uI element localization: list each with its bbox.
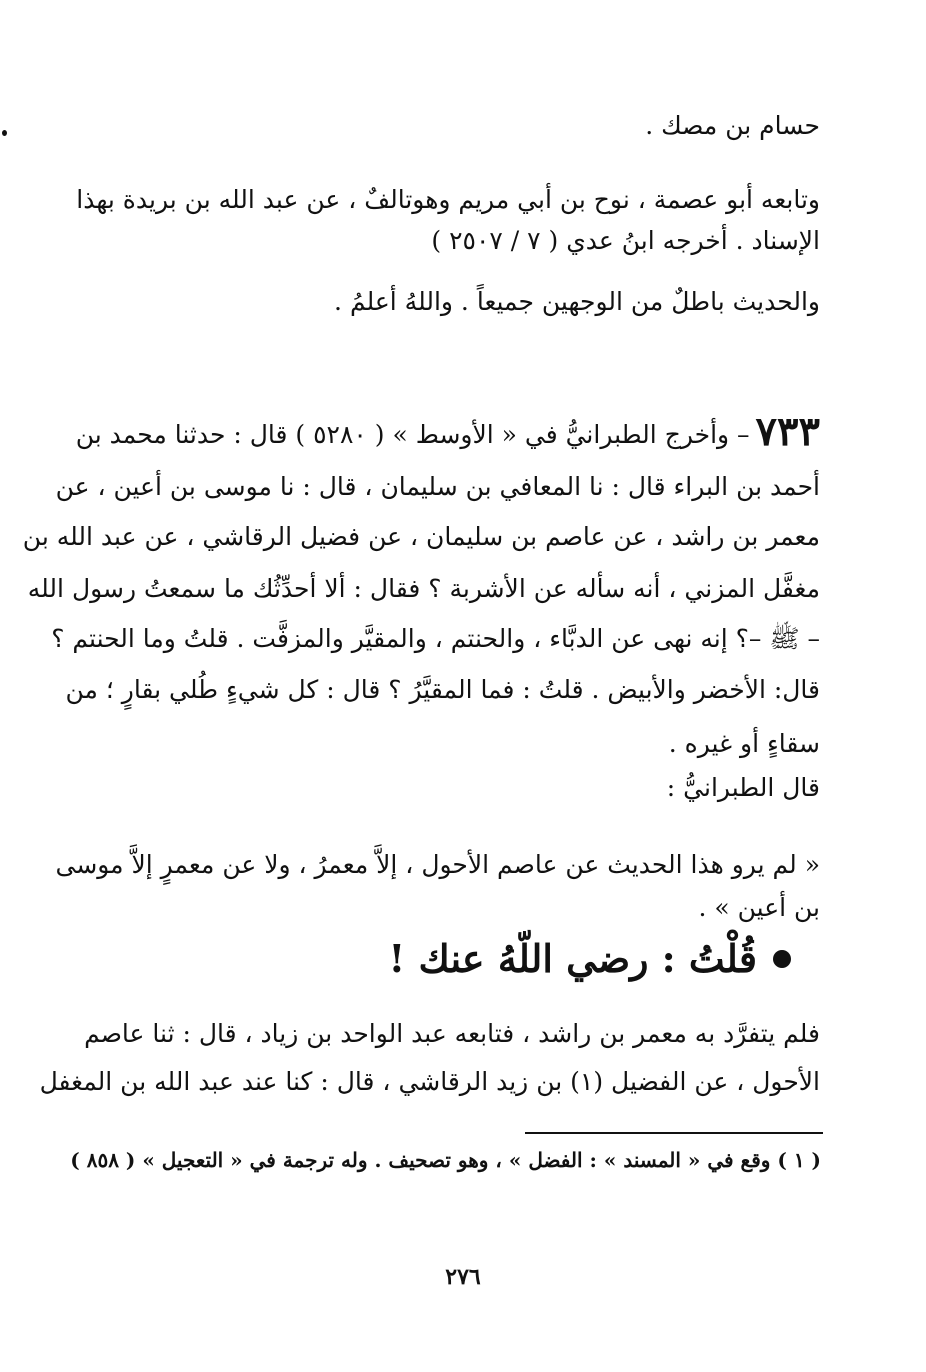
quote-paragraph xyxy=(55,838,820,924)
text-line: « لم يرو هذا الحديث عن عاصم الأحول ، إلاَّ معمرُ ، ولا عن معمرٍ إلاَّ موسى xyxy=(55,850,820,879)
text-line: – ﷺ –؟ إنه نهى عن الدبَّاء ، والحنتم ، والمقيَّر والمزفَّت . قلتُ وما الحنتم ؟ xyxy=(51,624,820,653)
text-line: وتابعه أبو عصمة ، نوح بن أبي مريم وهوتالفٌ ، عن عبد الله بن بريدة بهذا xyxy=(76,185,820,214)
text-line: فلم يتفرَّد به معمر بن راشد ، فتابعه عبد الواحد بن زياد ، قال : ثنا عاصم xyxy=(84,1019,820,1048)
text-line: والحديث باطلٌ من الوجهين جميعاً . واللهُ أعلمُ . xyxy=(334,287,820,316)
tabarani-said xyxy=(100,774,820,803)
final-paragraph xyxy=(39,1006,820,1102)
paragraph-2 xyxy=(76,172,820,255)
heading-text: قُلْتُ : رضي اللّهُ عنك ! xyxy=(388,936,757,981)
text-line: معمر بن راشد ، عن عاصم بن سليمان ، عن فضيل الرقاشي ، عن عبد الله بن xyxy=(22,522,820,551)
text-line: مغفَّل المزني ، أنه سأله عن الأشربة ؟ فقال : ألا أحدِّثُك ما سمعتُ رسول الله xyxy=(27,574,820,603)
text-line: الإسناد . أخرجه ابنُ عدي ( ٧ / ٢٥٠٧ ) xyxy=(431,226,820,255)
footnote-divider xyxy=(525,1132,823,1134)
text-line: قال: الأخضر والأبيض . قلتُ : فما المقيَّرُ ؟ قال : كل شيءٍ طُلي بقارٍ ؛ من xyxy=(65,675,820,704)
text-segment: – وأخرج الطبرانيُّ في « الأوسط » ( ٥٢٨٠ ) قال : حدثنا محمد بن xyxy=(75,420,750,449)
hadith-paragraph xyxy=(22,404,820,771)
text-line: أحمد بن البراء قال : نا المعافي بن سليمان ، قال : نا موسى بن أعين ، عن xyxy=(55,472,820,501)
text-line: سقاءٍ أو غيره . xyxy=(668,729,820,758)
text-line: قال الطبرانيُّ : xyxy=(666,773,820,802)
text-line: الأحول ، عن الفضيل (١) بن زيد الرقاشي ، قال : كنا عند عبد الله بن المغفل xyxy=(39,1067,820,1096)
text-line: بن أعين » . xyxy=(698,893,820,922)
text-line xyxy=(75,404,820,462)
paragraph-1 xyxy=(100,112,820,141)
page-number: ٢٧٦ xyxy=(445,1264,481,1290)
footnote: ( ١ ) وقع في « المسند » : الفضل » ، وهو تصحيف . وله ترجمة في « التعجيل » ( ٨٥٨ ) xyxy=(70,1148,821,1172)
text-line: حسام بن مصك . xyxy=(645,111,820,140)
section-heading xyxy=(389,936,791,981)
bullet-icon xyxy=(773,950,791,968)
hadith-number: ٧٣٣ xyxy=(755,408,820,455)
paragraph-3 xyxy=(100,288,820,317)
scan-speck xyxy=(2,130,7,136)
